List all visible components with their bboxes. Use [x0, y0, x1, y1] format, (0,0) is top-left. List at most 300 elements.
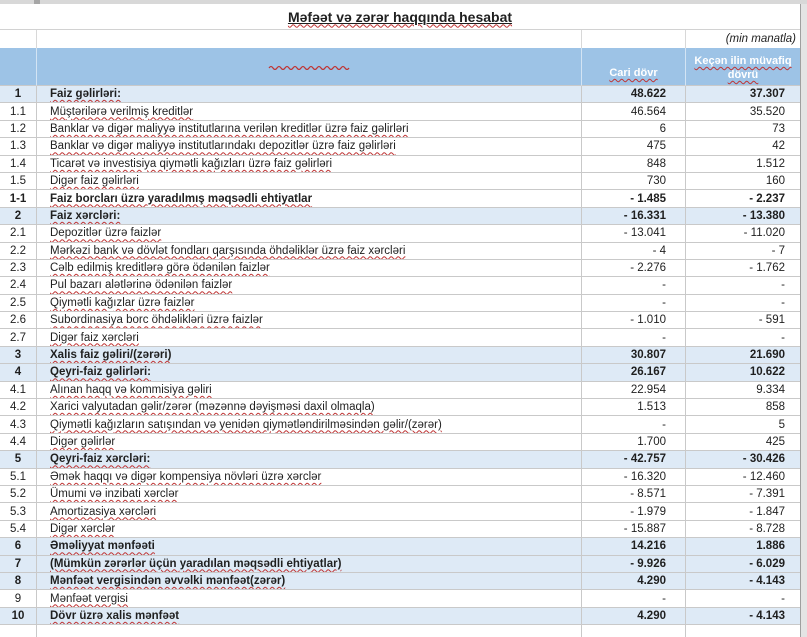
row-label: Subordinasiya borc öhdəlikləri üzrə faizlər: [50, 314, 263, 327]
row-number: 1.5: [10, 175, 26, 188]
row-current-value-cell[interactable]: [582, 399, 686, 416]
row-previous-value-cell[interactable]: [686, 590, 800, 607]
row-previous-value-cell[interactable]: [686, 416, 800, 433]
current-value: - 2.276: [630, 262, 666, 275]
row-label-cell[interactable]: [37, 538, 582, 555]
row-label-cell[interactable]: [37, 486, 582, 503]
row-label: Digər gəlirlər: [50, 436, 116, 448]
row-previous-value-cell[interactable]: [686, 538, 800, 555]
row-previous-value-cell[interactable]: [686, 556, 800, 573]
previous-value: -: [781, 296, 785, 309]
row-label-cell[interactable]: [37, 416, 582, 433]
row-label: Qiymətli kağızlar üzrə faizlər: [50, 296, 195, 309]
row-current-value-cell[interactable]: [582, 486, 686, 503]
column-header-previous-cell[interactable]: [686, 48, 800, 86]
table-row: [0, 364, 800, 381]
row-label-cell[interactable]: [37, 503, 582, 520]
row-number: 7: [14, 557, 22, 570]
previous-value: - 30.426: [742, 453, 785, 466]
row-label: Əməliyyat mənfəəti: [50, 540, 155, 553]
row-previous-value-cell[interactable]: [686, 173, 800, 190]
table-row: [0, 260, 800, 277]
row-label-cell[interactable]: [37, 121, 582, 138]
current-value: 4.290: [637, 575, 666, 588]
row-current-value-cell[interactable]: [582, 503, 686, 520]
row-number-cell[interactable]: [0, 86, 37, 103]
row-number-cell[interactable]: [0, 295, 37, 312]
row-label: Alınan haqq və kommisiya gəliri: [50, 383, 212, 396]
row-label-cell[interactable]: [37, 469, 582, 486]
row-number: 2.2: [10, 244, 26, 257]
row-number-cell[interactable]: [0, 486, 37, 503]
row-label-cell[interactable]: [37, 208, 582, 225]
row-label-cell[interactable]: [37, 277, 582, 294]
row-number: 1.1: [10, 105, 26, 118]
previous-value: 858: [765, 401, 785, 414]
note-row-spacer-a[interactable]: [0, 30, 37, 48]
previous-value: 1.512: [756, 157, 785, 170]
previous-value: 35.520: [749, 105, 785, 118]
row-label: Xalis faiz gəliri/(zərəri): [50, 349, 172, 362]
empty-cell[interactable]: [582, 625, 686, 637]
table-row: [0, 573, 800, 590]
table-rows: [0, 86, 800, 625]
table-row: [0, 243, 800, 260]
table-row: [0, 277, 800, 294]
row-number-cell[interactable]: [0, 590, 37, 607]
row-number: 5.3: [10, 505, 26, 518]
current-value: - 1.979: [630, 505, 666, 518]
row-previous-value-cell[interactable]: [686, 156, 800, 173]
header-description-cell[interactable]: [37, 48, 582, 86]
empty-bottom-row: [0, 625, 800, 637]
row-label-cell[interactable]: [37, 138, 582, 155]
current-value: - 4: [652, 244, 666, 257]
current-value: - 15.887: [623, 522, 666, 535]
report-sheet: [0, 4, 800, 637]
row-current-value-cell[interactable]: [582, 451, 686, 468]
row-label-cell[interactable]: [37, 156, 582, 173]
row-current-value-cell[interactable]: [582, 295, 686, 312]
table-row: [0, 208, 800, 225]
row-number: 2: [14, 209, 22, 222]
table-row: [0, 503, 800, 520]
empty-cell[interactable]: [686, 625, 800, 637]
current-value: 14.216: [630, 540, 666, 553]
row-number: 10: [11, 609, 25, 622]
row-current-value-cell[interactable]: [582, 225, 686, 242]
row-number: 9: [14, 592, 22, 605]
row-current-value-cell[interactable]: [582, 573, 686, 590]
row-label: Mərkəzi bank və dövlət fondları qarşısında öhdəliklər üzrə faiz xərcləri: [50, 244, 406, 257]
row-previous-value-cell[interactable]: [686, 451, 800, 468]
row-current-value-cell[interactable]: [582, 312, 686, 329]
current-value: - 1.010: [630, 314, 666, 327]
row-current-value-cell[interactable]: [582, 103, 686, 120]
row-number: 1.3: [10, 140, 26, 153]
current-value: -: [662, 331, 666, 344]
table-row: [0, 312, 800, 329]
previous-value: - 591: [758, 314, 785, 327]
row-label-cell[interactable]: [37, 347, 582, 364]
report-title-text: Məfəət və zərər haqqında hesabat: [287, 8, 513, 25]
row-previous-value-cell[interactable]: [686, 277, 800, 294]
row-current-value-cell[interactable]: [582, 329, 686, 346]
row-number: 4.4: [10, 436, 26, 448]
row-number: 1.4: [10, 157, 26, 170]
table-row: [0, 486, 800, 503]
previous-value: - 13.380: [742, 209, 785, 222]
row-number: 2.3: [10, 262, 26, 275]
row-label-cell[interactable]: [37, 225, 582, 242]
table-row: [0, 416, 800, 433]
row-label: Digər xərclər: [50, 522, 116, 535]
row-previous-value-cell[interactable]: [686, 347, 800, 364]
row-current-value-cell[interactable]: [582, 190, 686, 207]
header-corner-cell[interactable]: [0, 48, 37, 86]
row-current-value-cell[interactable]: [582, 434, 686, 451]
row-label: Depozitlər üzrə faizlər: [50, 227, 162, 240]
unit-note-cell[interactable]: [686, 30, 800, 48]
sheet-right-gutter: [800, 0, 807, 637]
table-row: [0, 556, 800, 573]
row-current-value-cell[interactable]: [582, 156, 686, 173]
note-row-spacer-b[interactable]: [37, 30, 582, 48]
previous-value: - 6.029: [749, 557, 785, 570]
row-label: Banklar və digər maliyyə institutlarına verilən kreditlər üzrə faiz gəlirləri: [50, 122, 409, 135]
row-number: 4.1: [10, 383, 26, 396]
column-header-current: Cari dövr: [609, 67, 658, 79]
previous-value: - 7.391: [749, 488, 785, 501]
row-label: Faiz xərcləri:: [50, 209, 121, 222]
row-label: Mənfəət vergisi: [50, 592, 128, 605]
row-label: Cəlb edilmiş kreditlərə görə ödənilən faizlər: [50, 262, 270, 275]
row-label: Mənfəət vergisindən əvvəlki mənfəət(zərər): [50, 575, 286, 588]
row-previous-value-cell[interactable]: [686, 382, 800, 399]
row-label-cell[interactable]: [37, 260, 582, 277]
row-previous-value-cell[interactable]: [686, 225, 800, 242]
row-label-cell[interactable]: [37, 364, 582, 381]
current-value: 730: [646, 175, 666, 188]
row-label: Digər faiz gəlirləri: [50, 175, 139, 188]
table-row: [0, 538, 800, 555]
row-current-value-cell[interactable]: [582, 260, 686, 277]
row-current-value-cell[interactable]: [582, 590, 686, 607]
row-label-cell[interactable]: [37, 434, 582, 451]
current-value: -: [662, 592, 666, 605]
current-value: - 8.571: [630, 488, 666, 501]
row-label: Əmək haqqı və digər kompensiya növləri üzrə xərclər: [50, 470, 322, 483]
row-label-cell[interactable]: [37, 173, 582, 190]
note-row-spacer-c[interactable]: [582, 30, 686, 48]
row-label: Qiymətli kağızların satışından və yenidən qiymətləndirilməsindən gəlir/(zərər): [50, 418, 442, 431]
previous-value: 73: [772, 122, 785, 135]
row-number-cell[interactable]: [0, 608, 37, 625]
row-number: 4.2: [10, 401, 26, 414]
row-number-cell[interactable]: [0, 521, 37, 538]
previous-value: - 1.847: [749, 505, 785, 518]
row-label-cell[interactable]: [37, 295, 582, 312]
current-value: 48.622: [630, 88, 666, 101]
row-label-cell[interactable]: [37, 103, 582, 120]
row-number: 5.2: [10, 488, 26, 501]
previous-value: 1.886: [756, 540, 785, 553]
row-number-cell[interactable]: [0, 243, 37, 260]
row-previous-value-cell[interactable]: [686, 573, 800, 590]
row-number-cell[interactable]: [0, 329, 37, 346]
row-current-value-cell[interactable]: [582, 556, 686, 573]
previous-value: - 8.728: [749, 522, 785, 535]
row-previous-value-cell[interactable]: [686, 608, 800, 625]
empty-cell[interactable]: [37, 625, 582, 637]
row-label-cell[interactable]: [37, 243, 582, 260]
row-previous-value-cell[interactable]: [686, 295, 800, 312]
row-previous-value-cell[interactable]: [686, 121, 800, 138]
row-number-cell[interactable]: [0, 434, 37, 451]
row-number-cell[interactable]: [0, 451, 37, 468]
row-label-cell[interactable]: [37, 573, 582, 590]
row-number: 3: [14, 349, 22, 362]
previous-value: 10.622: [749, 366, 785, 379]
row-label-cell[interactable]: [37, 608, 582, 625]
previous-value: 42: [772, 140, 785, 153]
row-previous-value-cell[interactable]: [686, 329, 800, 346]
row-number-cell[interactable]: [0, 156, 37, 173]
current-value: 475: [646, 140, 666, 153]
row-previous-value-cell[interactable]: [686, 312, 800, 329]
current-value: - 16.320: [623, 470, 666, 483]
previous-value: 160: [765, 175, 785, 188]
row-previous-value-cell[interactable]: [686, 503, 800, 520]
current-value: - 1.485: [630, 192, 666, 205]
table-row: [0, 121, 800, 138]
row-label-cell[interactable]: [37, 399, 582, 416]
spellcheck-squiggle-icon: [268, 64, 350, 70]
row-number: 8: [14, 575, 22, 588]
row-label: Qeyri-faiz xərcləri:: [50, 453, 151, 466]
current-value: 30.807: [630, 349, 666, 362]
current-value: 22.954: [630, 383, 666, 396]
row-number: 2.6: [10, 314, 26, 327]
previous-value: - 4.143: [749, 609, 785, 622]
table-row: [0, 190, 800, 207]
row-label: Müştərilərə verilmiş kreditlər: [50, 105, 194, 118]
table-row: [0, 451, 800, 468]
row-current-value-cell[interactable]: [582, 521, 686, 538]
row-label-cell[interactable]: [37, 590, 582, 607]
row-previous-value-cell[interactable]: [686, 469, 800, 486]
row-current-value-cell[interactable]: [582, 416, 686, 433]
previous-value: 21.690: [749, 349, 785, 362]
row-number: 2.5: [10, 296, 26, 309]
current-value: 1.513: [637, 401, 666, 414]
row-current-value-cell[interactable]: [582, 243, 686, 260]
row-label: (Mümkün zərərlər üçün yaradılan məqsədli ehtiyatlar): [50, 557, 342, 570]
current-value: 6: [659, 122, 666, 135]
row-previous-value-cell[interactable]: [686, 138, 800, 155]
row-number-cell[interactable]: [0, 416, 37, 433]
previous-value: 5: [778, 418, 785, 431]
current-value: - 9.926: [630, 557, 666, 570]
current-value: 848: [646, 157, 666, 170]
row-number: 2.4: [10, 279, 26, 292]
previous-value: -: [781, 279, 785, 292]
row-previous-value-cell[interactable]: [686, 364, 800, 381]
previous-value: - 4.143: [749, 575, 785, 588]
previous-value: - 7: [771, 244, 785, 257]
row-number-cell[interactable]: [0, 538, 37, 555]
table-row: [0, 295, 800, 312]
table-row: [0, 521, 800, 538]
previous-value: - 11.020: [743, 227, 785, 240]
current-value: -: [662, 418, 666, 431]
row-label-cell[interactable]: [37, 329, 582, 346]
table-row: [0, 347, 800, 364]
table-row: [0, 173, 800, 190]
row-number: 2.1: [10, 227, 26, 240]
row-label-cell[interactable]: [37, 521, 582, 538]
row-previous-value-cell[interactable]: [686, 260, 800, 277]
table-row: [0, 329, 800, 346]
table-row: [0, 382, 800, 399]
report-title: [288, 9, 512, 25]
current-value: 26.167: [630, 366, 666, 379]
row-previous-value-cell[interactable]: [686, 86, 800, 103]
row-current-value-cell[interactable]: [582, 173, 686, 190]
table-header-row: [0, 48, 800, 86]
row-current-value-cell[interactable]: [582, 608, 686, 625]
table-row: [0, 608, 800, 625]
previous-value: - 12.460: [742, 470, 785, 483]
row-label-cell[interactable]: [37, 190, 582, 207]
row-number-cell[interactable]: [0, 556, 37, 573]
row-number: 1-1: [9, 192, 27, 205]
row-previous-value-cell[interactable]: [686, 103, 800, 120]
table-row: [0, 138, 800, 155]
row-previous-value-cell[interactable]: [686, 486, 800, 503]
row-number: 4: [14, 366, 22, 379]
row-number-cell[interactable]: [0, 225, 37, 242]
row-previous-value-cell[interactable]: [686, 434, 800, 451]
row-current-value-cell[interactable]: [582, 382, 686, 399]
row-number-cell[interactable]: [0, 469, 37, 486]
table-row: [0, 156, 800, 173]
row-current-value-cell[interactable]: [582, 364, 686, 381]
row-label: Dövr üzrə xalis mənfəət: [50, 609, 180, 622]
row-label: Qeyri-faiz gəlirləri:: [50, 366, 151, 379]
row-label-cell[interactable]: [37, 451, 582, 468]
row-previous-value-cell[interactable]: [686, 190, 800, 207]
column-header-previous: Keçən ilin müvafiq dövrü: [694, 55, 792, 81]
current-value: -: [662, 296, 666, 309]
row-previous-value-cell[interactable]: [686, 243, 800, 260]
row-number: 5: [14, 453, 22, 466]
row-number-cell[interactable]: [0, 190, 37, 207]
table-row: [0, 103, 800, 120]
row-current-value-cell[interactable]: [582, 121, 686, 138]
row-label: Ticarət və investisiya qiymətli kağızları üzrə faiz gəlirləri: [50, 157, 333, 170]
row-label: Faiz borcları üzrə yaradılmış məqsədli ehtiyatlar: [50, 192, 313, 205]
row-number: 2.7: [10, 331, 26, 344]
row-previous-value-cell[interactable]: [686, 399, 800, 416]
sheet-top-edge: [0, 0, 807, 4]
current-value: 1.700: [637, 436, 666, 448]
row-label: Faiz gəlirləri:: [50, 88, 121, 101]
row-number-cell[interactable]: [0, 277, 37, 294]
row-label-cell[interactable]: [37, 312, 582, 329]
previous-value: 9.334: [756, 383, 785, 396]
row-number-cell[interactable]: [0, 138, 37, 155]
column-header-current-cell[interactable]: [582, 48, 686, 86]
row-label-cell[interactable]: [37, 556, 582, 573]
row-label: Amortizasiya xərcləri: [50, 505, 157, 518]
table-row: [0, 86, 800, 103]
previous-value: 425: [765, 436, 785, 448]
row-current-value-cell[interactable]: [582, 138, 686, 155]
row-label: Banklar və digər maliyyə institutlarındakı depozitlər üzrə faiz gəlirləri: [50, 140, 396, 153]
row-number: 6: [14, 540, 22, 553]
column-divider-tick: [34, 0, 40, 4]
row-previous-value-cell[interactable]: [686, 521, 800, 538]
empty-cell[interactable]: [0, 625, 37, 637]
previous-value: -: [781, 331, 785, 344]
table-row: [0, 399, 800, 416]
row-number-cell[interactable]: [0, 382, 37, 399]
table-row: [0, 590, 800, 607]
row-current-value-cell[interactable]: [582, 469, 686, 486]
current-value: 46.564: [630, 105, 666, 118]
row-number: 5.1: [10, 470, 26, 483]
row-number-cell[interactable]: [0, 364, 37, 381]
row-number-cell[interactable]: [0, 103, 37, 120]
current-value: 4.290: [637, 609, 666, 622]
report-title-row: [0, 4, 800, 30]
row-number-cell[interactable]: [0, 312, 37, 329]
previous-value: - 2.237: [749, 192, 785, 205]
current-value: - 16.331: [623, 209, 666, 222]
row-label: Digər faiz xərcləri: [50, 331, 139, 344]
row-label: Xarici valyutadan gəlir/zərər (məzənnə dəyişməsi daxil olmaqla): [50, 401, 375, 414]
row-number-cell[interactable]: [0, 208, 37, 225]
previous-value: - 1.762: [749, 262, 785, 275]
previous-value: -: [781, 592, 785, 605]
row-number: 1.2: [10, 122, 26, 135]
row-label: Pul bazarı alətlərinə ödənilən faizlər: [50, 279, 233, 292]
row-number-cell[interactable]: [0, 347, 37, 364]
row-current-value-cell[interactable]: [582, 208, 686, 225]
row-label-cell[interactable]: [37, 382, 582, 399]
unit-note: (min manatla): [725, 33, 796, 45]
row-current-value-cell[interactable]: [582, 538, 686, 555]
current-value: -: [662, 279, 666, 292]
row-number-cell[interactable]: [0, 173, 37, 190]
row-number: 1: [14, 88, 22, 101]
current-value: - 42.757: [623, 453, 666, 466]
row-number-cell[interactable]: [0, 260, 37, 277]
row-number-cell[interactable]: [0, 503, 37, 520]
row-label-cell[interactable]: [37, 86, 582, 103]
row-number-cell[interactable]: [0, 573, 37, 590]
unit-note-row: [0, 30, 800, 48]
row-number-cell[interactable]: [0, 121, 37, 138]
row-current-value-cell[interactable]: [582, 347, 686, 364]
row-current-value-cell[interactable]: [582, 277, 686, 294]
row-number-cell[interactable]: [0, 399, 37, 416]
row-number: 5.4: [10, 522, 26, 535]
table-row: [0, 469, 800, 486]
row-current-value-cell[interactable]: [582, 86, 686, 103]
row-previous-value-cell[interactable]: [686, 208, 800, 225]
